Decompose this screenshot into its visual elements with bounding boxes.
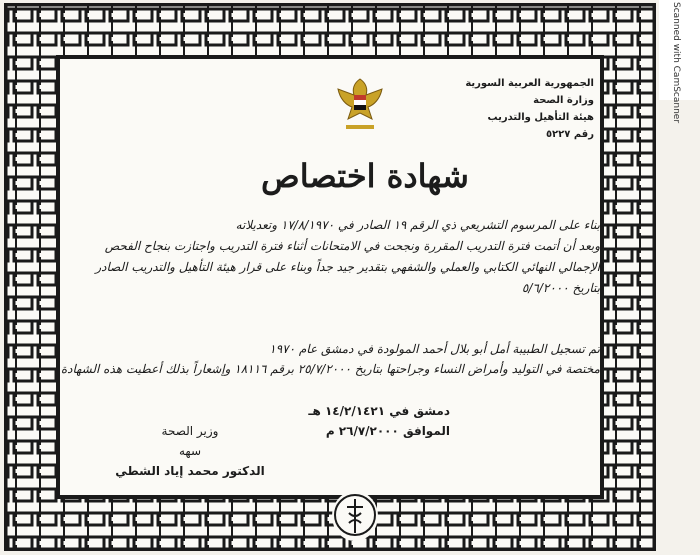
health-caduceus-logo-icon [332,491,378,541]
header-country: الجمهورية العربية السورية [465,78,594,89]
hijri-date: دمشق في ١٤/٢/١٤٢١ هـ [308,404,450,418]
gregorian-date: الموافق ٢٦/٧/٢٠٠٠ م [325,424,450,438]
header-authority: هيئة التأهيل والتدريب [487,112,594,123]
header-reference-number: رقم ٥٢٢٧ [545,129,594,140]
body-line-1: بناء على المرسوم التشريعي ذي الرقم ١٩ الصادر في ١٧/٨/١٩٧٠ وتعديلاته [235,218,600,232]
signature-block [110,421,270,481]
syrian-eagle-emblem-icon [328,73,392,135]
signatory-role: وزير الصحة [161,424,219,438]
header-ministry: وزارة الصحة [533,95,594,106]
body-line-3: الإجمالي النهائي الكتابي والعملي والشفهي بتقدير جيد جداً وبناء على قرار هيئة التأهيل والتدريب الصادر [95,260,600,274]
body-line-2: وبعد أن أتمت فترة التدريب المقررة ونجحت في الامتحانات أثناء فترة التدريب واجتازت بنجاح الفحص [104,239,600,253]
registration-line-2: مختصة في التوليد وأمراض النساء وجراحتها بتاريخ ٢٥/٧/٢٠٠٠ برقم ١٨١١٦ وإشعاراً بذلك أعطيت هذه الشهادة [60,362,600,376]
certificate-body [60,65,600,495]
registration-line-1: تم تسجيل الطبيبة أمل أبو بلال أحمد المولودة في دمشق عام ١٩٧٠ [269,342,600,356]
scanner-label: Scanned with CamScanner [671,2,681,124]
signatory-name: الدكتور محمد إياد الشطي [115,464,265,478]
issuer-header [465,75,594,143]
certificate-frame [4,3,656,551]
registration-text [60,339,600,379]
certificate-title: شهادة اختصاص [261,157,469,195]
body-line-4: بتاريخ ٥/٦/٢٠٠٠ [521,281,600,295]
date-block [308,401,450,441]
camscanner-watermark [659,0,700,124]
signature-mark: سهه [178,444,202,458]
certificate-text [70,215,600,299]
